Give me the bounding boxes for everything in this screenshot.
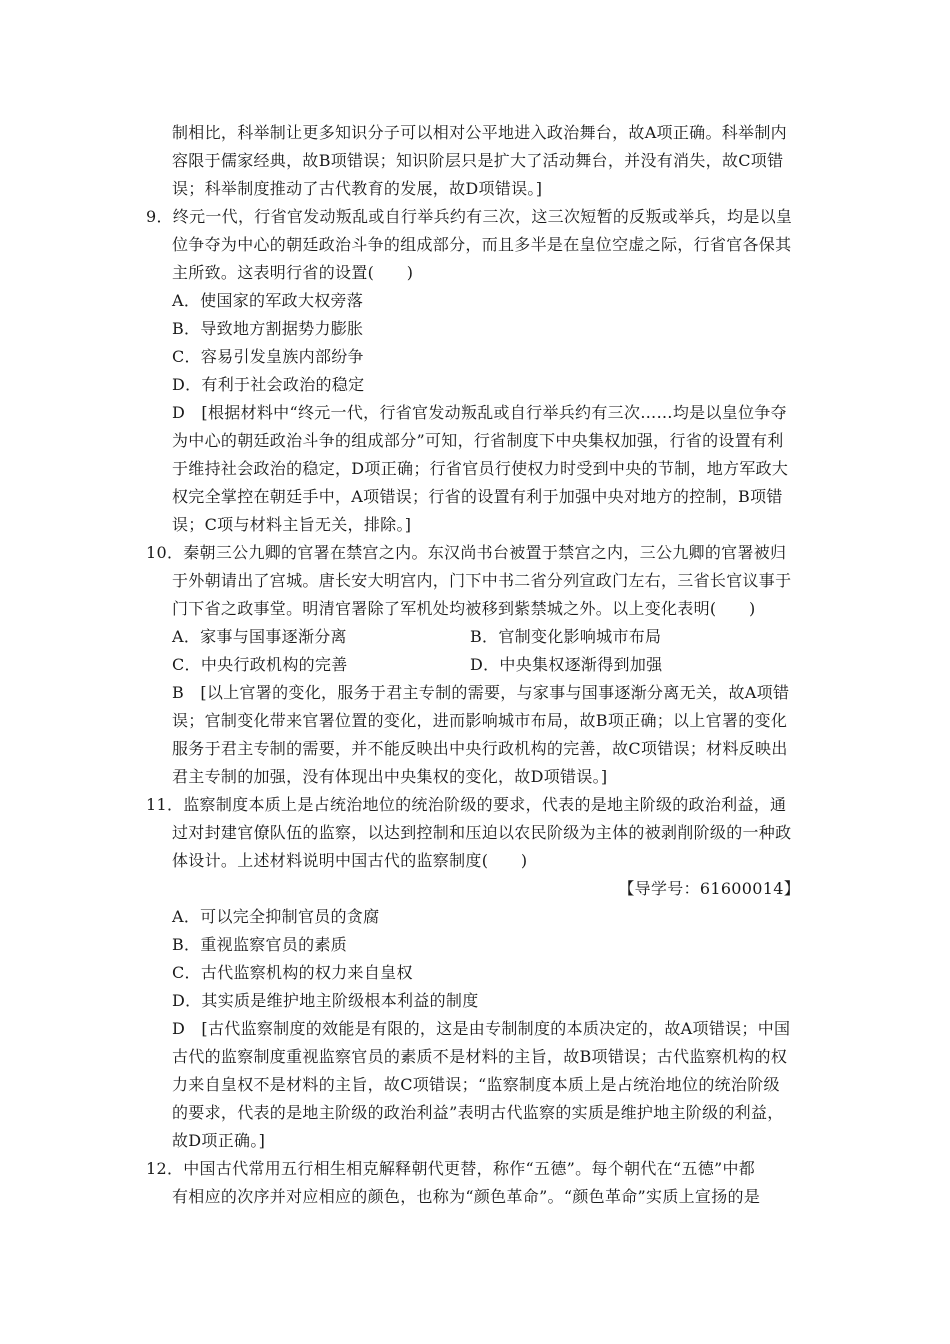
text-line: A．可以完全抑制官员的贪腐 bbox=[172, 907, 380, 926]
text-line: C．古代监察机构的权力来自皇权 bbox=[172, 963, 413, 982]
text-line: 服务于君主专制的需要，并不能反映出中央行政机构的完善，故C项错误；材料反映出 bbox=[172, 739, 788, 758]
text-line: C．中央行政机构的完善 bbox=[172, 655, 348, 674]
text-line: 【导学号：61600014】 bbox=[618, 879, 800, 898]
text-line: A．使国家的军政大权旁落 bbox=[172, 291, 364, 310]
text-line: 体设计。上述材料说明中国古代的监察制度( ) bbox=[172, 851, 528, 870]
text-line: 于维持社会政治的稳定，D项正确；行省官员行使权力时受到中央的节制，地方军政大 bbox=[172, 459, 789, 478]
text-line: 力来自皇权不是材料的主旨，故C项错误；“监察制度本质上是占统治地位的统治阶级 bbox=[172, 1075, 780, 1094]
text-line: 误；C项与材料主旨无关，排除。] bbox=[172, 515, 412, 534]
text-line: 君主专制的加强，没有体现出中央集权的变化，故D项错误。] bbox=[172, 767, 608, 786]
text-line: D．中央集权逐渐得到加强 bbox=[470, 655, 663, 674]
text-line: 10．秦朝三公九卿的官署在禁宫之内。东汉尚书台被置于禁宫之内，三公九卿的官署被归 bbox=[146, 543, 787, 562]
text-line: 11．监察制度本质上是占统治地位的统治阶级的要求，代表的是地主阶级的政治利益，通 bbox=[146, 795, 787, 814]
text-line: B．导致地方割据势力膨胀 bbox=[172, 319, 364, 338]
text-line: 容限于儒家经典，故B项错误；知识阶层只是扩大了活动舞台，并没有消失，故C项错 bbox=[172, 151, 784, 170]
text-line: D．其实质是维护地主阶级根本利益的制度 bbox=[172, 991, 479, 1010]
text-line: A．家事与国事逐渐分离 bbox=[172, 627, 347, 646]
text-line: 误；官制变化带来官署位置的变化，进而影响城市布局，故B项正确；以上官署的变化 bbox=[172, 711, 788, 730]
text-line: 于外朝请出了宫城。唐长安大明宫内，门下中书二省分列宣政门左右，三省长官议事于 bbox=[172, 571, 792, 590]
text-line: C．容易引发皇族内部纷争 bbox=[172, 347, 364, 366]
text-line: 误；科举制度推动了古代教育的发展，故D项错误。] bbox=[172, 179, 543, 198]
text-line: 故D项正确。] bbox=[172, 1131, 266, 1150]
text-line: D．有利于社会政治的稳定 bbox=[172, 375, 365, 394]
text-line: D [古代监察制度的效能是有限的，这是由专制制度的本质决定的，故A项错误；中国 bbox=[172, 1019, 791, 1038]
text-line: B．官制变化影响城市布局 bbox=[470, 627, 662, 646]
text-line: 主所致。这表明行省的设置( ) bbox=[172, 263, 414, 282]
text-line: 门下省之政事堂。明清官署除了军机处均被移到紫禁城之外。以上变化表明( ) bbox=[172, 599, 756, 618]
text-line: 9．终元一代，行省官发动叛乱或自行举兵约有三次，这三次短暂的反叛或举兵，均是以皇 bbox=[146, 207, 793, 226]
text-line: 12．中国古代常用五行相生相克解释朝代更替，称作“五德”。每个朝代在“五德”中都 bbox=[146, 1159, 756, 1178]
text-line: 的要求，代表的是地主阶级的政治利益”表明古代监察的实质是维护地主阶级的利益， bbox=[172, 1103, 784, 1122]
text-line: 为中心的朝廷政治斗争的组成部分”可知，行省制度下中央集权加强，行省的设置有利 bbox=[172, 431, 784, 450]
text-line: 有相应的次序并对应相应的颜色，也称为“颜色革命”。“颜色革命”实质上宣扬的是 bbox=[172, 1187, 761, 1206]
text-line: 过对封建官僚队伍的监察，以达到控制和压迫以农民阶级为主体的被剥削阶级的一种政 bbox=[172, 823, 792, 842]
text-line: 位争夺为中心的朝廷政治斗争的组成部分，而且多半是在皇位空虚之际，行省官各保其 bbox=[172, 235, 792, 254]
text-line: B [以上官署的变化，服务于君主专制的需要，与家事与国事逐渐分离无关，故A项错 bbox=[172, 683, 790, 702]
text-line: 古代的监察制度重视监察官员的素质不是材料的主旨，故B项错误；古代监察机构的权 bbox=[172, 1047, 788, 1066]
text-line: 制相比，科举制让更多知识分子可以相对公平地进入政治舞台，故A项正确。科举制内 bbox=[172, 123, 787, 142]
text-line: B．重视监察官员的素质 bbox=[172, 935, 348, 954]
text-line: D [根据材料中“终元一代，行省官发动叛乱或自行举兵约有三次……均是以皇位争夺 bbox=[172, 403, 787, 422]
text-line: 权完全掌控在朝廷手中，A项错误；行省的设置有利于加强中央对地方的控制，B项错 bbox=[172, 487, 783, 506]
